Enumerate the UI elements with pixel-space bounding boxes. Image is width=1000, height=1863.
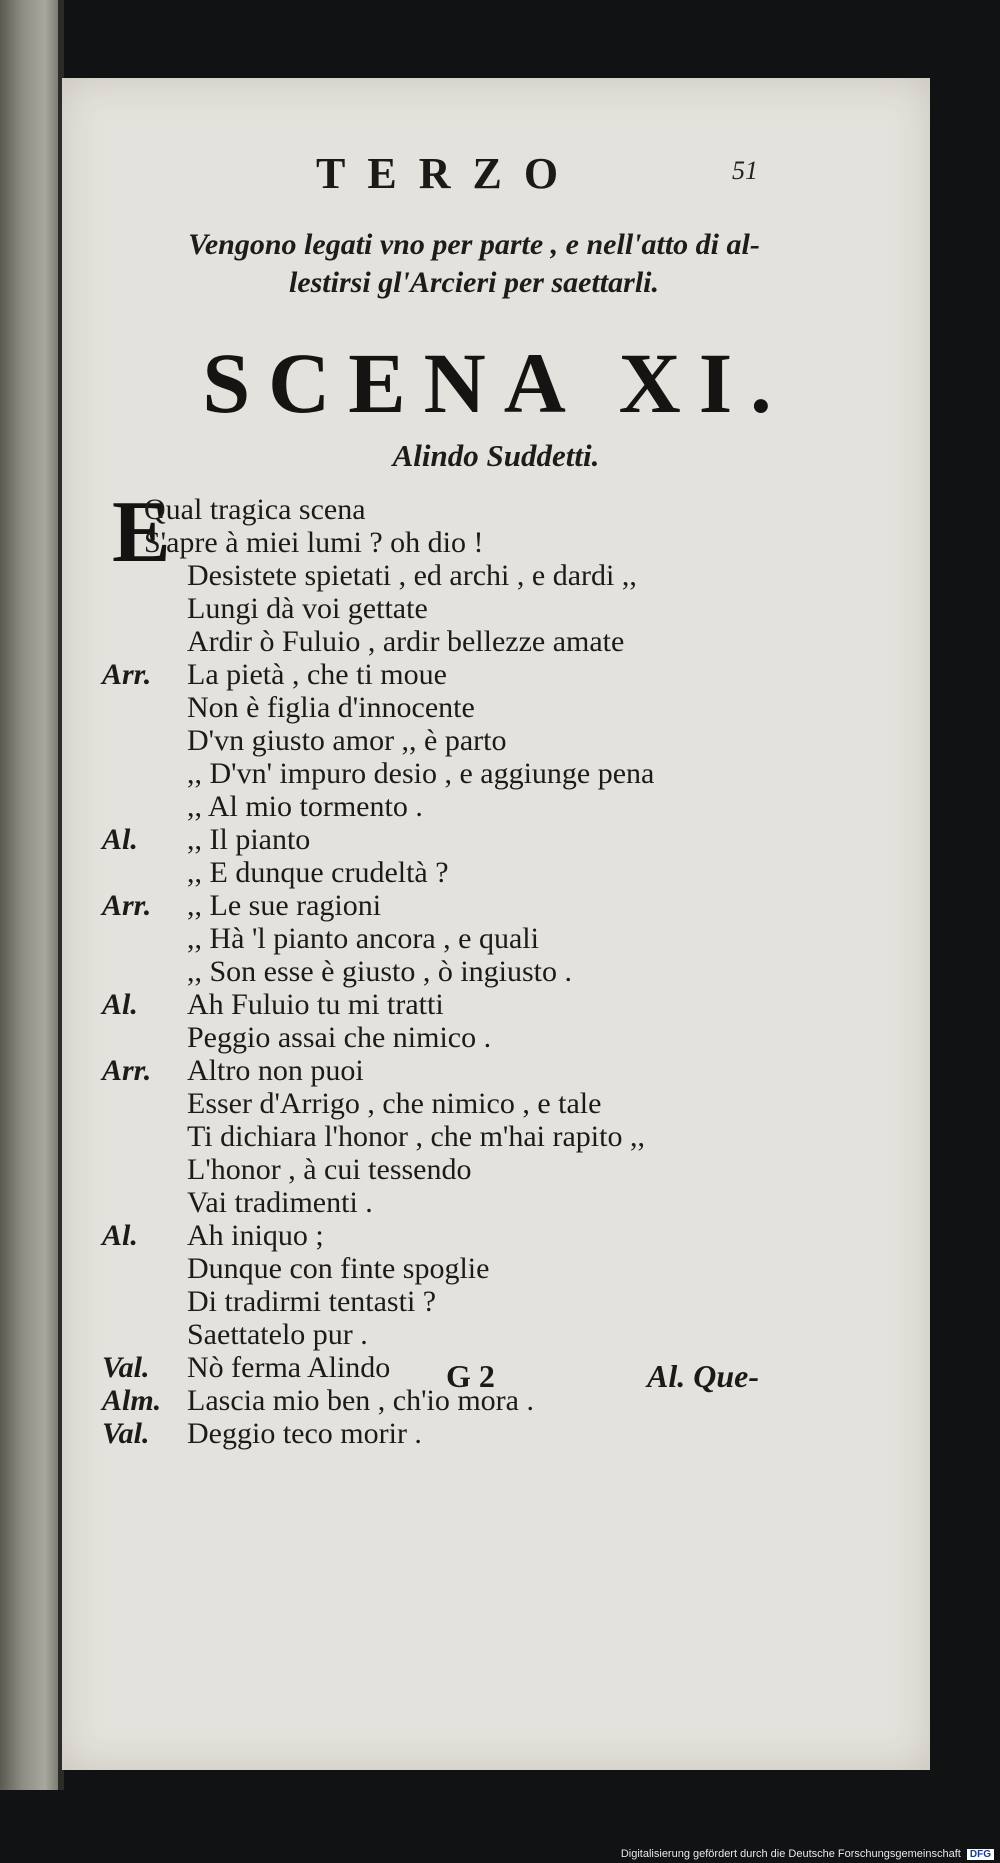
verse-text: Nò ferma Alindo (187, 1351, 391, 1384)
verse-text: Dunque con finte spoglie (187, 1252, 490, 1285)
previous-page-edge (0, 0, 64, 1790)
verse-line (102, 889, 862, 922)
verse-text: Ah iniquo ; (187, 1219, 324, 1252)
verse-text: L'honor , à cui tessendo (187, 1153, 472, 1186)
verse-text: Deggio teco morir . (187, 1417, 422, 1450)
drop-cap: E (112, 484, 171, 581)
verse-text: Peggio assai che nimico . (187, 1021, 492, 1054)
verse-line (102, 856, 862, 889)
verse-line (102, 988, 862, 1021)
verse-text: Ardir ò Fuluio , ardir bellezze amate (187, 625, 625, 658)
speaker-label: Al. (102, 988, 138, 1021)
speaker-label: Arr. (102, 658, 152, 691)
page-number: 51 (732, 156, 758, 185)
verse-line (102, 1285, 862, 1318)
running-header (62, 148, 930, 208)
verse-text: Di tradirmi tentasti ? (187, 1285, 437, 1318)
verse-text: Qual tragica scena (144, 493, 366, 526)
verse-text: ,, E dunque crudeltà ? (187, 856, 449, 889)
verse-line (102, 1252, 862, 1285)
speaker-label: Val. (102, 1351, 150, 1384)
speaker-label: Al. (102, 823, 138, 856)
credit-text: Digitalisierung gefördert durch die Deutsche Forschungsgemeinschaft (620, 1848, 961, 1860)
verse-text: Saettatelo pur . (187, 1318, 368, 1351)
verse-text: Lungi dà voi gettate (187, 592, 428, 625)
stage-direction-line: lestirsi gl'Arcieri per saettarli. (288, 266, 659, 299)
verse-text: Ti dichiara l'honor , che m'hai rapito ,, (187, 1120, 645, 1153)
dfg-logo-icon: DFG (967, 1849, 994, 1860)
stage-direction (114, 226, 834, 302)
verse-text: Desistete spietati , ed archi , e dardi ,, (187, 559, 637, 592)
scene-characters: Alindo Suddetti. (392, 438, 600, 473)
catchword: Al. Que- (647, 1358, 759, 1394)
digitization-credit (621, 1848, 994, 1860)
verse-line (102, 922, 862, 955)
speaker-label: Arr. (102, 889, 152, 922)
verse-text: Lascia mio ben , ch'io mora . (187, 1384, 534, 1417)
verse-line (102, 757, 862, 790)
verse-text: ,, Il pianto (187, 823, 311, 856)
verse-line (102, 1318, 862, 1351)
dialogue-block (102, 484, 862, 1450)
page-footer (62, 1358, 930, 1398)
verse-text: Altro non puoi (187, 1054, 364, 1087)
speaker-label: Alm. (102, 1384, 162, 1417)
verse-line (102, 1153, 862, 1186)
speaker-label: Arr. (102, 1054, 152, 1087)
verse-line (102, 625, 862, 658)
verse-line (102, 955, 862, 988)
verse-line (102, 1021, 862, 1054)
book-page (62, 78, 930, 1770)
verse-text: ,, Hà 'l pianto ancora , e quali (187, 922, 539, 955)
verse-line (102, 526, 862, 559)
verse-line (102, 1186, 862, 1219)
verse-line (102, 658, 862, 691)
verse-line (102, 724, 862, 757)
verse-line (102, 1417, 862, 1450)
verse-text: ,, Al mio tormento . (187, 790, 423, 823)
verse-text: Esser d'Arrigo , che nimico , e tale (187, 1087, 602, 1120)
verse-line (102, 559, 862, 592)
verse-line (102, 1120, 862, 1153)
verse-text: ,, D'vn' impuro desio , e aggiunge pena (187, 757, 655, 790)
verse-line (102, 691, 862, 724)
speaker-label: Al. (102, 1219, 138, 1252)
stage-direction-line: Vengono legati vno per parte , e nell'atto di al- (188, 228, 760, 261)
verse-line (102, 790, 862, 823)
verse-line (102, 1219, 862, 1252)
verse-text: S'apre à miei lumi ? oh dio ! (144, 526, 484, 559)
verse-line (102, 823, 862, 856)
signature-mark: G 2 (446, 1358, 495, 1394)
speaker-label: Val. (102, 1417, 150, 1450)
verse-text: Vai tradimenti . (187, 1186, 373, 1219)
verse-text: D'vn giusto amor ,, è parto (187, 724, 507, 757)
verse-text: La pietà , che ti moue (187, 658, 447, 691)
running-title: TERZO (316, 149, 581, 198)
verse-text: Ah Fuluio tu mi tratti (187, 988, 444, 1021)
scene-title: SCENA XI. (202, 335, 790, 431)
verse-text: Non è figlia d'innocente (187, 691, 475, 724)
verse-line (102, 1087, 862, 1120)
verse-line (102, 592, 862, 625)
verse-line (102, 1054, 862, 1087)
verse-line (102, 493, 862, 526)
verse-text: ,, Le sue ragioni (187, 889, 382, 922)
verse-text: ,, Son esse è giusto , ò ingiusto . (187, 955, 573, 988)
